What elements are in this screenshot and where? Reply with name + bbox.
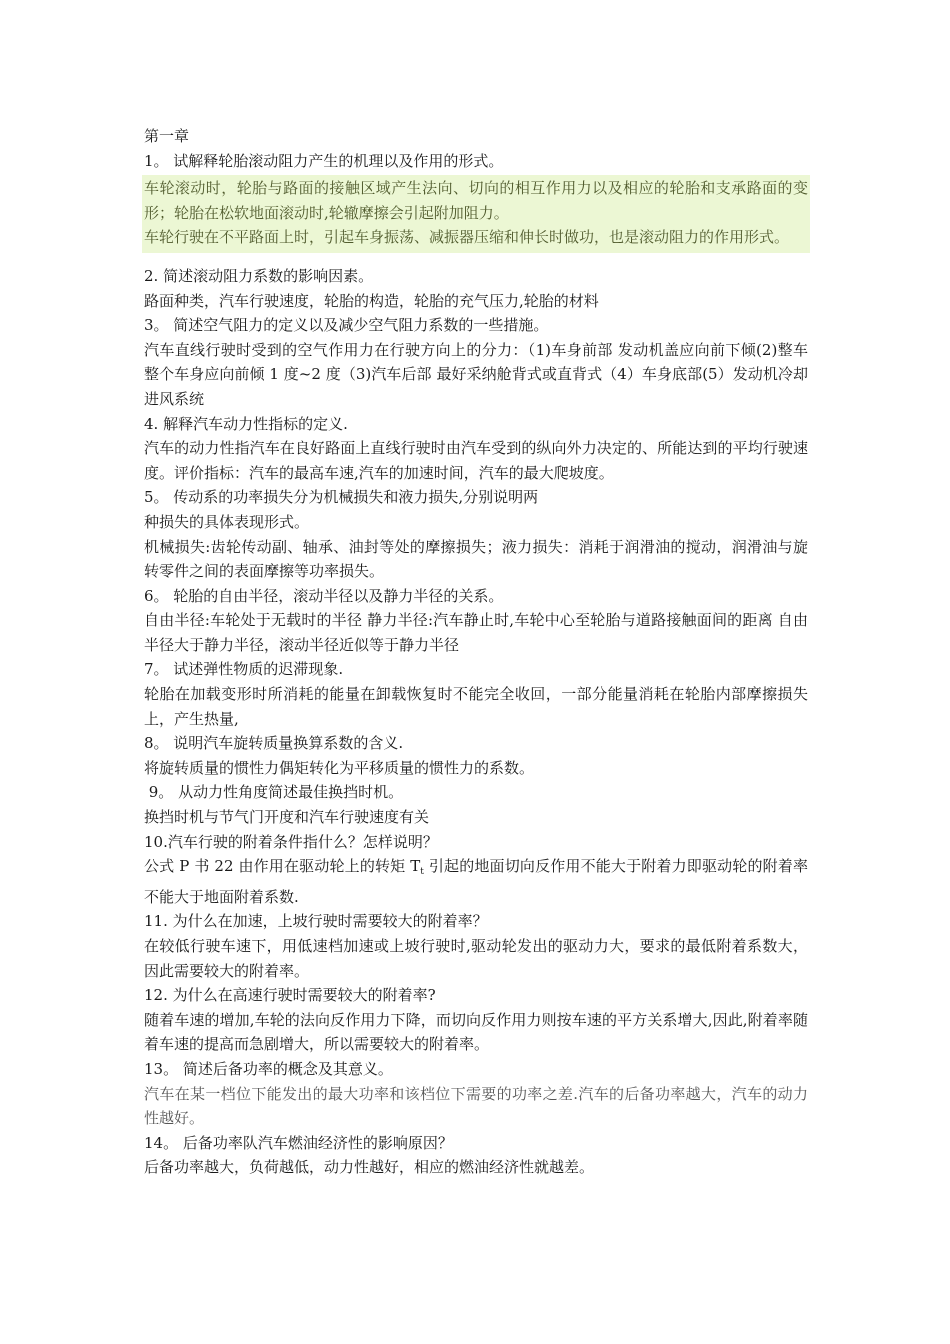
- chapter-heading: 第一章: [144, 127, 190, 145]
- answer-4: 汽车的动力性指汽车在良好路面上直线行驶时由汽车受到的纵向外力决定的、所能达到的平均行驶速度。评价指标：汽车的最高车速,汽车的加速时间，汽车的最大爬坡度。: [144, 439, 808, 482]
- answer-5: 机械损失:齿轮传动副、轴承、油封等处的摩擦损失；液力损失：消耗于润滑油的搅动，润滑油与旋转零件之间的表面摩擦等功率损失。: [144, 537, 808, 581]
- answer-12: 随着车速的增加,车轮的法向反作用力下降，而切向反作用力则按车速的平方关系增大,因此,附着率随着车速的提高而急剧增大，所以需要较大的附着率。: [144, 1010, 808, 1054]
- question-5-line-1: 5。 传动系的功率损失分为机械损失和液力损失,分别说明两: [144, 488, 539, 507]
- document-page: [144, 124, 808, 1180]
- answer-2: 路面种类，汽车行驶速度，轮胎的构造，轮胎的充气压力,轮胎的材料: [144, 291, 599, 310]
- answer-13: 汽车在某一档位下能发出的最大功率和该档位下需要的功率之差.汽车的后备功率越大，汽车的动力性越好。: [144, 1084, 808, 1128]
- question-4: 4. 解释汽车动力性指标的定义.: [144, 414, 348, 433]
- answer-10: [144, 854, 808, 909]
- question-5-line-2: 种损失的具体表现形式。: [144, 512, 310, 531]
- answer-1-part-2: 车轮行驶在不平路面上时，引起车身振荡、减振器压缩和伸长时做功，也是滚动阻力的作用形式。: [144, 228, 790, 247]
- answer-8: 将旋转质量的惯性力偶矩转化为平移质量的惯性力的系数。: [144, 758, 535, 777]
- spacer: [144, 253, 808, 264]
- answer-6: 自由半径:车轮处于无载时的半径 静力半径:汽车静止时,车轮中心至轮胎与道路接触面间的距离 自由半径大于静力半径，滚动半径近似等于静力半径: [144, 611, 808, 654]
- question-6: 6。 轮胎的自由半径，滚动半径以及静力半径的关系。: [144, 586, 504, 605]
- question-11: 11. 为什么在加速，上坡行驶时需要较大的附着率？: [144, 912, 488, 931]
- question-8: 8。 说明汽车旋转质量换算系数的含义.: [144, 734, 404, 753]
- answer-10-post: 引起的地面切向反作用不能大于附着力即驱动轮的附着率不能大于地面附着系数.: [144, 857, 808, 906]
- highlighted-answer-1: [142, 175, 810, 253]
- question-9: 9。 从动力性角度简述最佳换挡时机。: [144, 783, 404, 802]
- answer-7: 轮胎在加载变形时所消耗的能量在卸载恢复时不能完全收回，一部分能量消耗在轮胎内部摩擦损失上，产生热量,: [144, 685, 808, 728]
- question-3: 3。 简述空气阻力的定义以及减少空气阻力系数的一些措施。: [144, 316, 549, 335]
- question-7: 7。 试述弹性物质的迟滞现象.: [144, 660, 344, 679]
- question-12: 12. 为什么在高速行驶时需要较大的附着率?: [144, 986, 436, 1005]
- answer-11: 在较低行驶车速下，用低速档加速或上坡行驶时,驱动轮发出的驱动力大，要求的最低附着系数大，因此需要较大的附着率。: [144, 937, 808, 980]
- question-13: 13。 简述后备功率的概念及其意义。: [144, 1059, 393, 1078]
- answer-1-part-1: 车轮滚动时，轮胎与路面的接触区域产生法向、切向的相互作用力以及相应的轮胎和支承路面的变形；轮胎在松软地面滚动时,轮辙摩擦会引起附加阻力。: [144, 179, 808, 222]
- answer-10-pre: 公式 P 书 22 由作用在驱动轮上的转矩 T: [144, 857, 421, 876]
- question-1: 1。 试解释轮胎滚动阻力产生的机理以及作用的形式。: [144, 151, 504, 170]
- answer-10-subscript: t: [420, 867, 424, 878]
- answer-9: 换挡时机与节气门开度和汽车行驶速度有关: [144, 808, 430, 827]
- question-10: 10.汽车行驶的附着条件指什么？怎样说明？: [144, 832, 438, 851]
- answer-3: 汽车直线行驶时受到的空气作用力在行驶方向上的分力：（1)车身前部 发动机盖应向前下倾(2)整车 整个车身应向前倾 1 度~2 度（3)汽车后部 最好采纳舱背式或直背式（4）车身底部(5）发动机冷却进风系统: [144, 340, 808, 408]
- question-2: 2. 简述滚动阻力系数的影响因素。: [144, 266, 374, 285]
- answer-14: 后备功率越大，负荷越低，动力性越好，相应的燃油经济性就越差。: [144, 1158, 595, 1177]
- question-14: 14。 后备功率队汽车燃油经济性的影响原因？: [144, 1133, 453, 1152]
